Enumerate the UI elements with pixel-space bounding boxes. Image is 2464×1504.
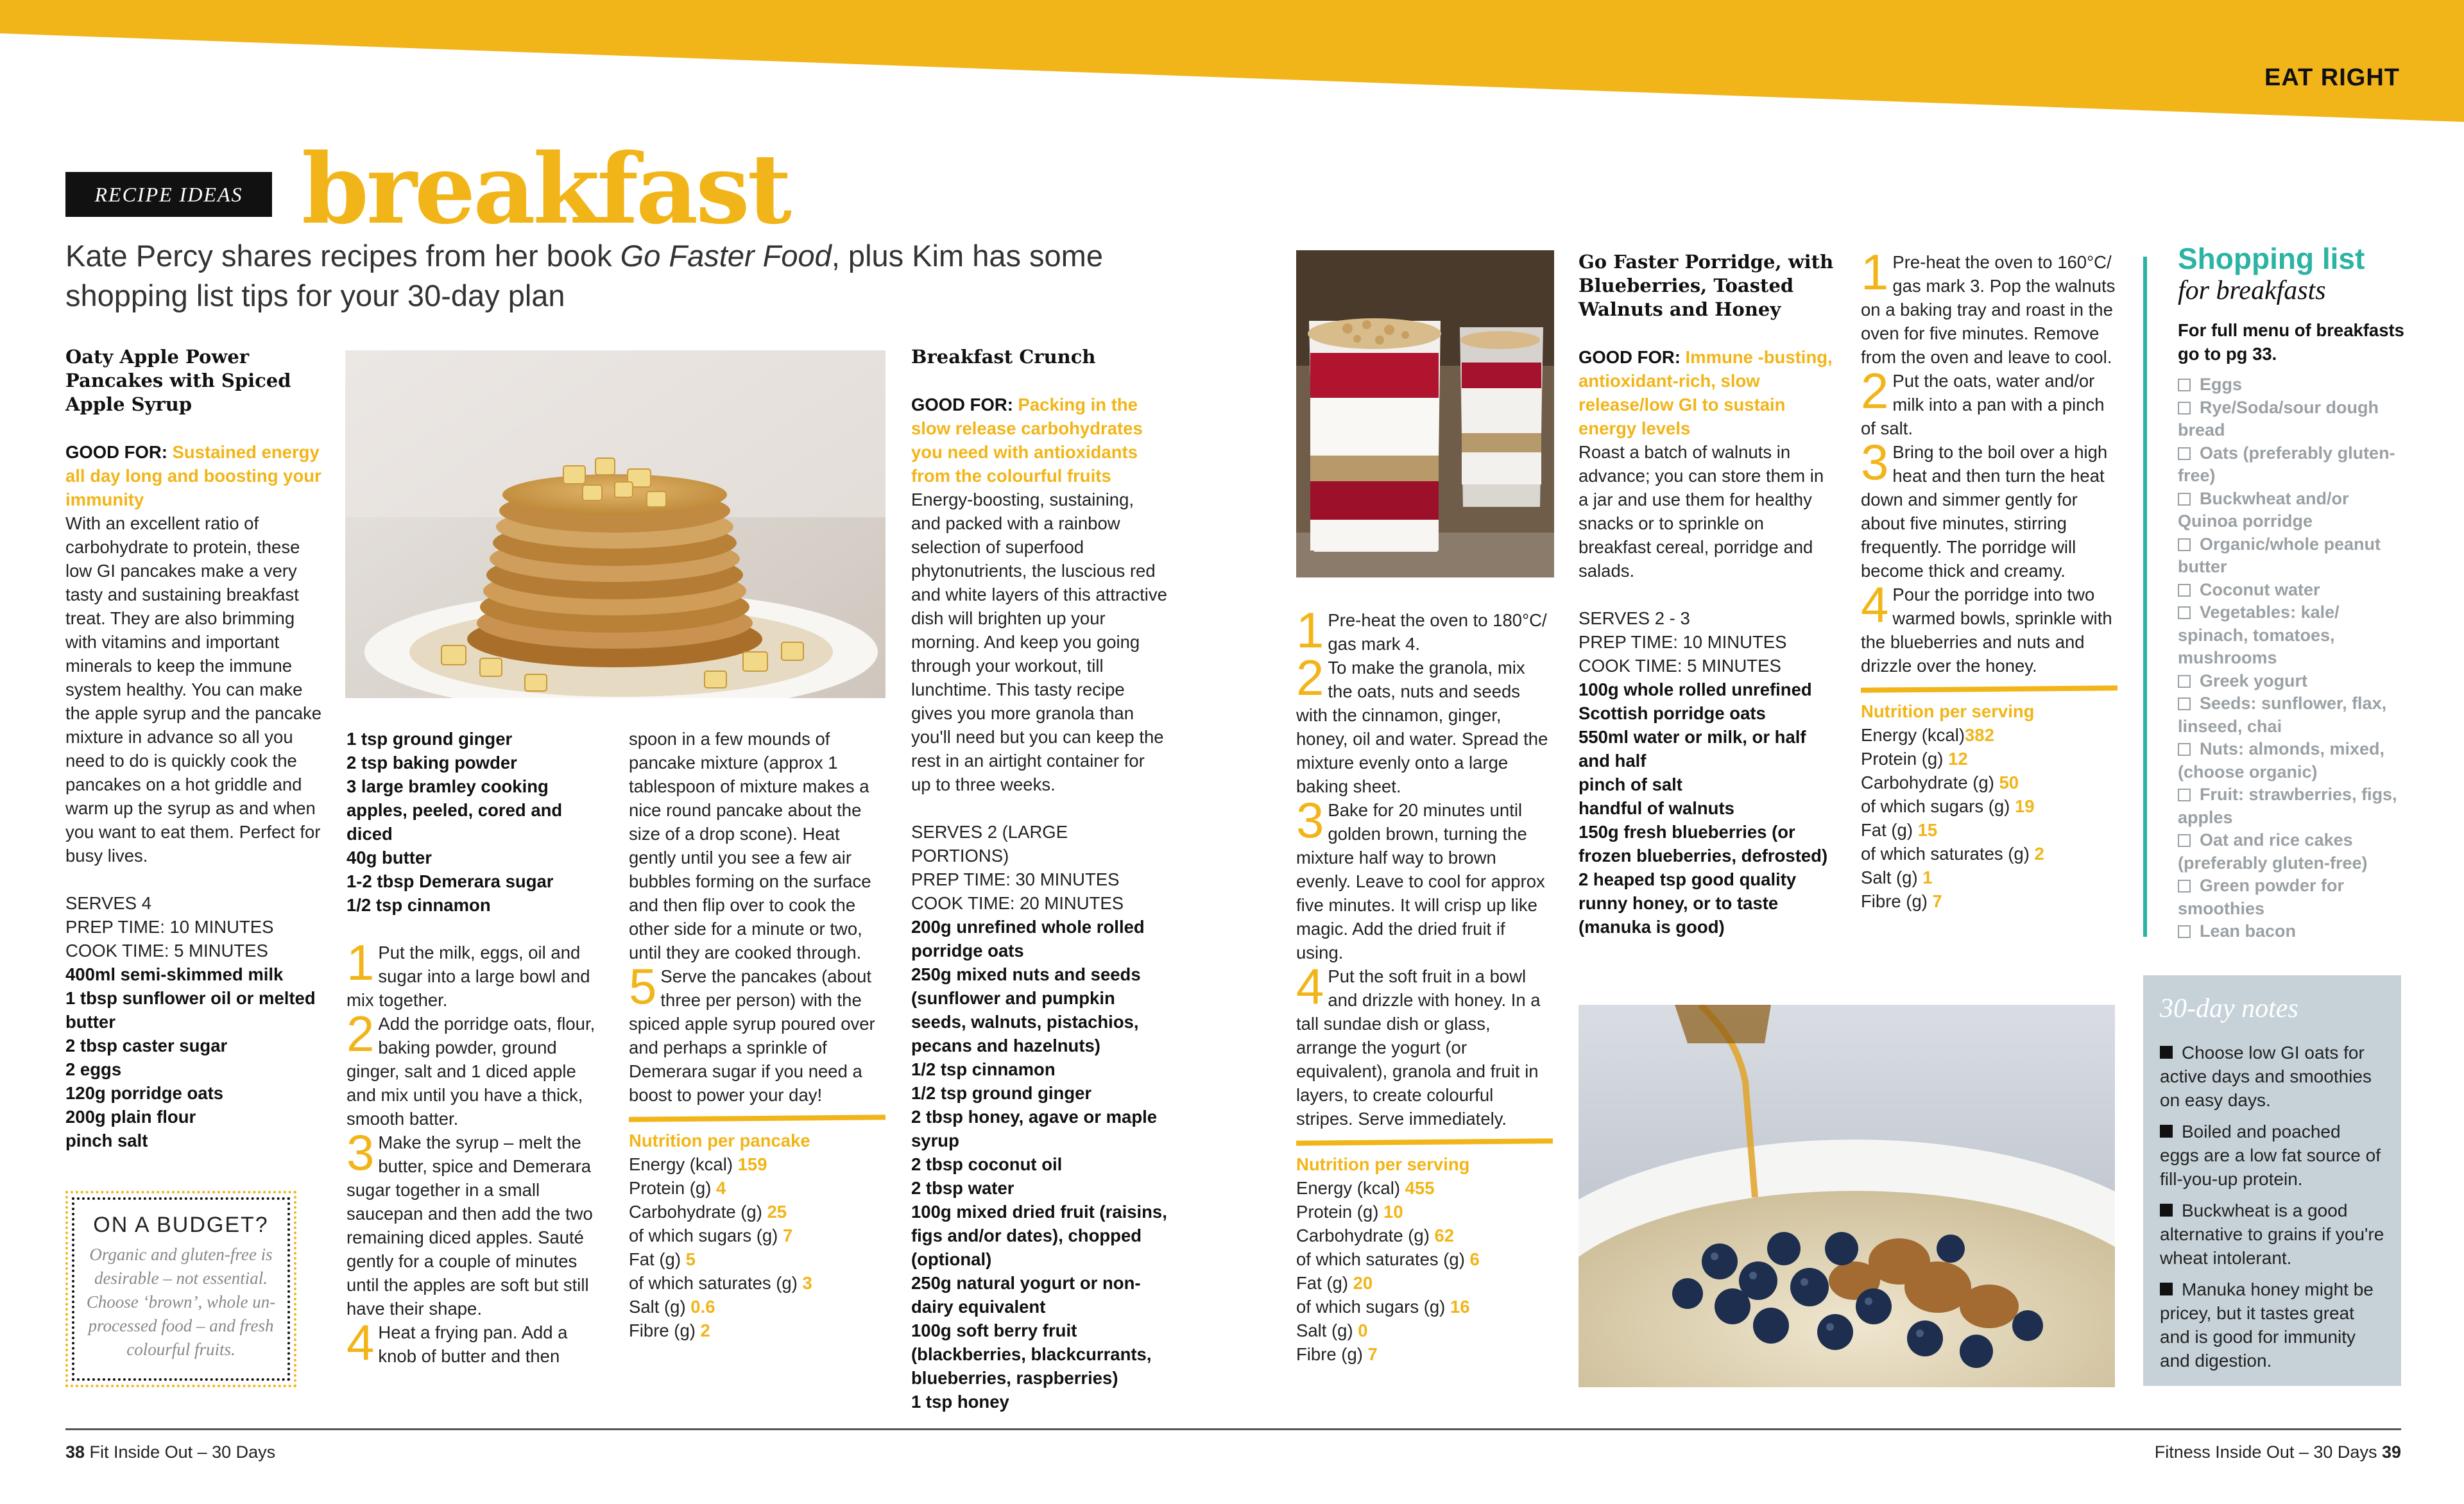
- shopping-item: Eggs: [2178, 373, 2409, 397]
- good-for: GOOD FOR: Sustained energy all day long and boosting your immunity: [65, 442, 321, 509]
- bullet-icon: [2160, 1046, 2173, 1059]
- good-for: GOOD FOR: Packing in the slow release carbohydrates you need with antioxidants from the colourful fruits: [911, 395, 1143, 486]
- nutrition-rule: [629, 1115, 886, 1122]
- nutrition-row: Protein (g) 4: [629, 1178, 726, 1198]
- nutrition-row: Fibre (g) 2: [629, 1320, 710, 1340]
- recipe-description: With an excellent ratio of carbohydrate to protein, these low GI pancakes make a very tasty and sustaining breakfast treat. They are also brimming with vitamins and important minerals to keep the immune system healthy. You can make the apple syrup and the pancake mixture in advance so all you need to do is quickly cook the pancakes on a hot griddle and warm up the syrup as and when you want to eat them. Perfect for busy lives.: [65, 513, 322, 866]
- method-step-continued: spoon in a few mounds of pancake mixture (approx 1 tablespoon of mixture makes a nice round pancake about the size of a drop scone). Heat gently until you see a few air bubbles forming on the surface and then flip over to cook the other side for a minute or two, until they are cooked through.: [629, 729, 871, 962]
- nutrition-row: Carbohydrate (g) 50: [1861, 773, 2019, 792]
- footer-rule: [65, 1428, 2401, 1430]
- ingredient: 1-2 tbsp Demerara sugar: [346, 871, 554, 891]
- bullet-icon: [2160, 1283, 2173, 1295]
- ingredient: handful of walnuts: [1579, 798, 1734, 818]
- page-title: breakfast: [302, 133, 789, 246]
- ingredient: 1 tbsp sunflower oil or melted butter: [65, 988, 316, 1032]
- ingredient: pinch salt: [65, 1131, 148, 1150]
- ingredient: 2 eggs: [65, 1059, 122, 1079]
- method-step: 2 To make the granola, mix the oats, nuts and seeds with the cinnamon, ginger, honey, oil and water. Spread the mixture evenly onto a large baking sheet.: [1296, 649, 1548, 796]
- parfait-photo: [1296, 250, 1554, 577]
- nutrition-row: Protein (g) 12: [1861, 749, 1968, 769]
- ingredient: 40g butter: [346, 848, 432, 867]
- nutrition-row: Salt (g) 0: [1296, 1320, 1368, 1340]
- method-step: 4 Put the soft fruit in a bowl and drizzle with honey. In a tall sundae dish or glass, arrange the yogurt (or equivalent), granola and fruit in layers, to create colourful stripes. Serve immediately.: [1296, 958, 1541, 1129]
- checkbox-icon: [2178, 606, 2191, 619]
- ingredient: 1 tsp ground ginger: [346, 729, 513, 749]
- ingredient: 250g mixed nuts and seeds (sunflower and pumpkin seeds, walnuts, pistachios, pecans and hazelnuts): [911, 964, 1141, 1055]
- ingredient: 2 tbsp honey, agave or maple syrup: [911, 1107, 1158, 1150]
- nutrition-row: Salt (g) 1: [1861, 867, 1933, 887]
- note-item: Boiled and poached eggs are a low fat source of fill-you-up protein.: [2160, 1122, 2381, 1189]
- checkbox-icon: [2178, 743, 2191, 756]
- crunch-column: [911, 345, 1168, 1414]
- ingredient: 1/2 tsp cinnamon: [911, 1059, 1056, 1079]
- ingredient: 200g unrefined whole rolled porridge oats: [911, 917, 1145, 961]
- method-step: 3 Make the syrup – melt the butter, spice and Demerara sugar together in a small saucepan and then add the two remaining diced apples. Sauté gently for a couple of minutes until the apples are soft but still have their shape.: [346, 1124, 593, 1319]
- ingredient: 200g plain flour: [65, 1107, 196, 1127]
- method-step: 2 Put the oats, water and/or milk into a pan with a pinch of salt.: [1861, 363, 2105, 438]
- nutrition-row: of which sugars (g) 16: [1296, 1297, 1470, 1317]
- pancakes-photo: [345, 350, 886, 698]
- nutrition-row: of which saturates (g) 2: [1861, 844, 2044, 864]
- recipe-title: Oaty Apple Power Pancakes with Spiced Apple Syrup: [65, 346, 291, 415]
- nutrition-row: of which sugars (g) 7: [629, 1226, 793, 1245]
- shopping-item: Nuts: almonds, mixed, (choose organic): [2178, 739, 2385, 782]
- shopping-item: Seeds: sunflower, flax, linseed, chai: [2178, 694, 2387, 736]
- good-for: GOOD FOR: Immune -busting, antioxidant-rich, slow release/low GI to sustain energy levels: [1579, 347, 1833, 438]
- nutrition-row: of which saturates (g) 6: [1296, 1249, 1480, 1269]
- checkbox-icon: [2178, 834, 2191, 847]
- bullet-icon: [2160, 1204, 2173, 1217]
- pancakes-column-2: [346, 727, 603, 1371]
- serves: SERVES 4: [65, 893, 152, 913]
- checkbox-icon: [2178, 493, 2191, 506]
- nutrition-title: Nutrition per serving: [1296, 1154, 1470, 1174]
- method-step: 5 Serve the pancakes (about three per person) with the spiced apple syrup poured over and perhaps a sprinkle of Demerara sugar if you need a boost to power your day!: [629, 958, 875, 1105]
- nutrition-row: Protein (g) 10: [1296, 1202, 1403, 1222]
- checkbox-icon: [2178, 925, 2191, 938]
- ingredient: 1 tsp honey: [911, 1392, 1009, 1412]
- note-item: Manuka honey might be pricey, but it tastes great and is good for immunity and digestion.: [2160, 1279, 2374, 1371]
- ingredient: 2 tsp baking powder: [346, 753, 517, 773]
- checkbox-icon: [2178, 789, 2191, 801]
- recipe-title: Go Faster Porridge, with Blueberries, Toasted Walnuts and Honey: [1579, 251, 1834, 320]
- nutrition-row: Fibre (g) 7: [1296, 1344, 1378, 1364]
- nutrition-rule: [1296, 1138, 1553, 1145]
- notes-title: 30-day notes: [2160, 994, 2298, 1023]
- crunch-method-column: [1296, 602, 1553, 1366]
- ingredient: 100g soft berry fruit (blackberries, blackcurrants, blueberries, raspberries): [911, 1320, 1152, 1388]
- nutrition-row: Fat (g) 5: [629, 1249, 696, 1269]
- nutrition-row: Fat (g) 15: [1861, 820, 1938, 840]
- ingredient: 400ml semi-skimmed milk: [65, 964, 284, 984]
- ingredient: 550ml water or milk, or half and half: [1579, 727, 1806, 771]
- ingredient: 2 tbsp coconut oil: [911, 1154, 1063, 1174]
- method-step: 3 Bring to the boil over a high heat and then turn the heat down and simmer gently for about five minutes, stirring frequently. The porridge will become thick and creamy.: [1861, 434, 2108, 581]
- nutrition-row: Energy (kcal)382: [1861, 725, 1994, 745]
- checkbox-icon: [2178, 880, 2191, 893]
- method-step: 4 Heat a frying pan. Add a knob of butter and then: [346, 1314, 568, 1371]
- prep-time: PREP TIME: 10 MINUTES: [65, 917, 274, 937]
- nutrition-row: Salt (g) 0.6: [629, 1297, 715, 1317]
- shopping-item: Coconut water: [2178, 579, 2409, 602]
- nutrition-rule: [1861, 685, 2118, 692]
- nutrition-row: of which sugars (g) 19: [1861, 796, 2035, 816]
- recipe-ideas-tag: RECIPE IDEAS: [65, 172, 272, 217]
- porridge-column-1: [1579, 250, 1835, 939]
- shopping-item: Buckwheat and/or Quinoa porridge: [2178, 488, 2349, 531]
- checkbox-icon: [2178, 584, 2191, 597]
- ingredient: 3 large bramley cooking apples, peeled, cored and diced: [346, 776, 563, 844]
- checkbox-icon: [2178, 379, 2191, 391]
- checkbox-icon: [2178, 402, 2191, 414]
- shopping-item: Vegetables: kale/ spinach, tomatoes, mushrooms: [2178, 602, 2340, 667]
- footer-left: 38 Fit Inside Out – 30 Days: [65, 1442, 276, 1462]
- ingredient: 120g porridge oats: [65, 1083, 224, 1103]
- nutrition-title: Nutrition per pancake: [629, 1131, 810, 1150]
- nutrition-row: Carbohydrate (g) 25: [629, 1202, 787, 1222]
- method-step: 1 Put the milk, eggs, oil and sugar into a large bowl and mix together.: [346, 934, 590, 1010]
- shopping-item: Fruit: strawberries, figs, apples: [2178, 785, 2397, 827]
- budget-body: Organic and gluten-free is desirable – not essential. Choose ‘brown’, whole un-processed food – and fresh colourful fruits.: [86, 1245, 276, 1359]
- shopping-subtitle: for breakfasts: [2178, 276, 2326, 305]
- nutrition-row: Fat (g) 20: [1296, 1273, 1373, 1293]
- shopping-item: Green powder for smoothies: [2178, 876, 2345, 918]
- method-step: 1 Pre-heat the oven to 160°C/ gas mark 3. Pop the walnuts on a baking tray and roast in the oven for five minutes. Remove from the oven and leave to cool.: [1861, 244, 2116, 367]
- porridge-photo: [1579, 1005, 2115, 1387]
- shopping-item: Oats (preferably gluten-free): [2178, 443, 2395, 485]
- method-step: 3 Bake for 20 minutes until golden brown, turning the mixture half way to brown evenly. Leave to cool for approx five minutes. It will crisp up like magic. Add the dried fruit if using.: [1296, 792, 1545, 962]
- ingredient: pinch of salt: [1579, 774, 1682, 794]
- shopping-item: Oat and rice cakes (preferably gluten-free): [2178, 830, 2368, 873]
- method-step: 1 Pre-heat the oven to 180°C/ gas mark 4.: [1296, 602, 1547, 658]
- porridge-column-2: [1861, 244, 2118, 913]
- prep-time: PREP TIME: 30 MINUTES: [911, 869, 1120, 889]
- footer-right: Fitness Inside Out – 30 Days 39: [2154, 1442, 2401, 1462]
- serves: SERVES 2 (LARGE PORTIONS): [911, 822, 1068, 866]
- ingredient: 100g mixed dried fruit (raisins, figs and/or dates), chopped (optional): [911, 1202, 1167, 1269]
- shopping-item: Organic/whole peanut butter: [2178, 534, 2381, 576]
- budget-box: [65, 1191, 296, 1387]
- ingredient: 100g whole rolled unrefined Scottish porridge oats: [1579, 679, 1812, 723]
- shopping-note: For full menu of breakfasts go to pg 33.: [2178, 320, 2404, 364]
- recipe-description: Roast a batch of walnuts in advance; you can store them in a jar and use them for healthy snacks or to sprinkle on breakfast cereal, porridge and salads.: [1579, 442, 1824, 581]
- nutrition-row: Carbohydrate (g) 62: [1296, 1226, 1455, 1245]
- shopping-item: Rye/Soda/sour dough bread: [2178, 397, 2379, 440]
- serves: SERVES 2 - 3: [1579, 608, 1690, 628]
- budget-title: ON A BUDGET?: [93, 1213, 269, 1237]
- ingredient: 150g fresh blueberries (or frozen blueberries, defrosted): [1579, 822, 1828, 866]
- bullet-icon: [2160, 1125, 2173, 1138]
- cook-time: COOK TIME: 5 MINUTES: [1579, 656, 1781, 676]
- method-step: 4 Pour the porridge into two warmed bowls, sprinkle with the blueberries and nuts and drizzle over the honey.: [1861, 576, 2112, 676]
- shopping-title: Shopping list: [2178, 242, 2365, 275]
- shopping-item: Lean bacon: [2178, 920, 2409, 943]
- notes-box: [2143, 975, 2401, 1386]
- cook-time: COOK TIME: 5 MINUTES: [65, 941, 268, 961]
- checkbox-icon: [2178, 697, 2191, 710]
- section-label: EAT RIGHT: [2264, 64, 2400, 91]
- shopping-accent-bar: [2143, 257, 2147, 937]
- ingredient: 1/2 tsp ground ginger: [911, 1083, 1092, 1103]
- cook-time: COOK TIME: 20 MINUTES: [911, 893, 1124, 913]
- header-banner: [0, 0, 2464, 128]
- note-item: Choose low GI oats for active days and smoothies on easy days.: [2160, 1043, 2372, 1110]
- method-step: 2 Add the porridge oats, flour, baking powder, ground ginger, salt and 1 diced apple and mix until you have a thick, smooth batter.: [346, 1005, 595, 1129]
- checkbox-icon: [2178, 447, 2191, 460]
- nutrition-title: Nutrition per serving: [1861, 701, 2035, 721]
- note-item: Buckwheat is a good alternative to grains if you're wheat intolerant.: [2160, 1201, 2384, 1268]
- intro-text: Kate Percy shares recipes from her book Go Faster Food, plus Kim has some shopping list tips for your 30-day plan: [65, 239, 1103, 312]
- ingredient: 2 tbsp water: [911, 1178, 1014, 1198]
- ingredient: 2 tbsp caster sugar: [65, 1036, 228, 1055]
- shopping-item: Greek yogurt: [2178, 670, 2409, 693]
- ingredient: 1/2 tsp cinnamon: [346, 895, 491, 915]
- checkbox-icon: [2178, 538, 2191, 551]
- ingredient: 250g natural yogurt or non-dairy equivalent: [911, 1273, 1141, 1317]
- pancakes-column-1: [65, 345, 322, 1152]
- nutrition-row: Energy (kcal) 159: [629, 1154, 767, 1174]
- shopping-list: [2178, 243, 2409, 943]
- nutrition-row: Fibre (g) 7: [1861, 891, 1942, 911]
- nutrition-row: of which saturates (g) 3: [629, 1273, 812, 1293]
- recipe-description: Energy-boosting, sustaining, and packed with a rainbow selection of superfood phytonutrients, the luscious red and white layers of this attractive dish will brighten up your morning. And keep you going through your workout, till lunchtime. This tasty recipe gives you more granola than you'll need but you can keep the rest in an airtight container for up to three weeks.: [911, 490, 1167, 794]
- checkbox-icon: [2178, 675, 2191, 688]
- ingredient: 2 heaped tsp good quality runny honey, or to taste (manuka is good): [1579, 869, 1797, 937]
- nutrition-row: Energy (kcal) 455: [1296, 1178, 1435, 1198]
- recipe-title: Breakfast Crunch: [911, 346, 1096, 368]
- prep-time: PREP TIME: 10 MINUTES: [1579, 632, 1787, 652]
- pancakes-column-3: [629, 727, 886, 1342]
